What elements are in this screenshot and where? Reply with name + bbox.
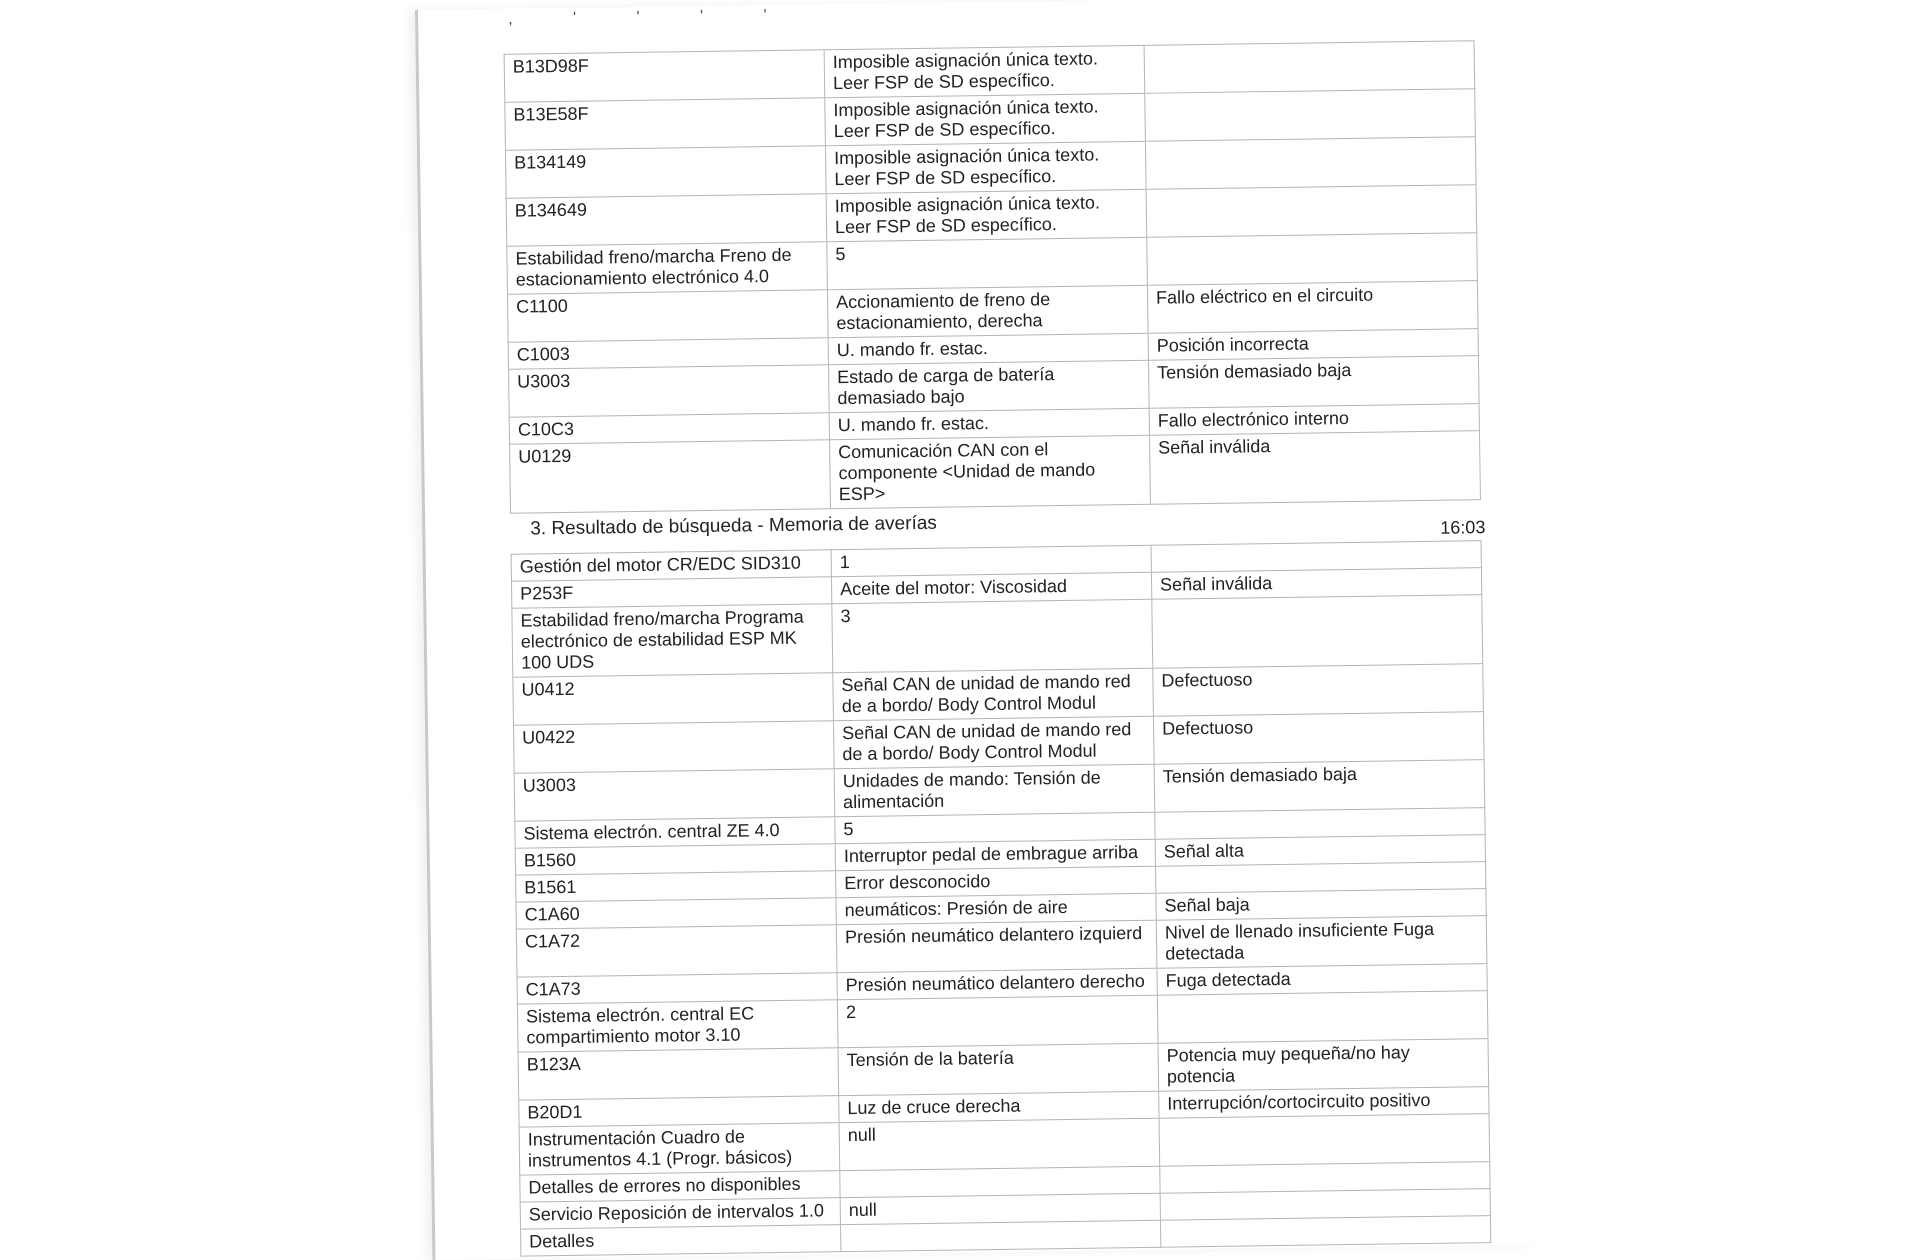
cell-text: B123A	[526, 1053, 581, 1075]
cell-text: Potencia muy pequeña/no hay potencia	[1166, 1042, 1410, 1087]
description-cell	[825, 141, 1146, 193]
table-row	[510, 431, 1481, 514]
cell-text: C1003	[516, 343, 571, 365]
code-cell	[521, 1225, 841, 1256]
status-cell	[1146, 185, 1477, 238]
code-cell	[506, 194, 827, 246]
time-label: 16:03	[1440, 517, 1486, 538]
cell-text: Accionamiento de freno de estacionamiento, derecha	[835, 289, 1051, 334]
cell-text: Tensión demasiado baja	[1156, 359, 1352, 383]
status-cell	[1147, 281, 1478, 334]
cell-text: Imposible asignación única texto. Leer FSP de SD específico.	[834, 192, 1101, 238]
cell-text: U3003	[522, 774, 577, 796]
cell-text: Gestión del motor CR/EDC SID310	[519, 552, 802, 577]
description-cell	[828, 360, 1149, 412]
cell-text: Fallo electrónico interno	[1157, 408, 1350, 431]
cell-text: 5	[835, 244, 846, 265]
cell-text: 3	[840, 605, 851, 627]
scanned-page	[415, 0, 1535, 1260]
status-cell	[1153, 712, 1484, 765]
status-cell	[1152, 595, 1483, 669]
cell-text: U. mando fr. estac.	[836, 338, 988, 361]
cell-text: Nivel de llenado insuficiente Fuga detectada	[1164, 918, 1435, 964]
cell-text: neumáticos: Presión de aire	[844, 896, 1068, 921]
cell-text: Señal CAN de unidad de mando red de a bordo/ Body Control Modul	[841, 719, 1132, 765]
code-cell	[504, 50, 825, 102]
status-cell	[1145, 89, 1476, 142]
cell-text: Interruptor pedal de embrague arriba	[843, 841, 1139, 867]
cell-text: Fallo eléctrico en el circuito	[1155, 284, 1374, 308]
cell-text: null	[847, 1124, 876, 1146]
cell-text: 2	[845, 1001, 857, 1023]
fault-table-2	[511, 540, 1492, 1256]
description-cell	[833, 716, 1154, 768]
cell-text: Señal inválida	[1158, 436, 1271, 458]
cell-text: U3003	[517, 370, 571, 392]
cell-text: Señal alta	[1163, 840, 1245, 862]
cell-text: Sistema electrón. central EC compartimiento motor 3.10	[525, 1003, 755, 1048]
cell-text: C1A73	[525, 978, 581, 1000]
code-cell	[518, 1048, 839, 1100]
status-cell	[1147, 233, 1478, 286]
cell-text: Defectuoso	[1161, 717, 1254, 739]
cell-text: C10C3	[517, 418, 575, 440]
cell-text: Fuga detectada	[1165, 968, 1291, 991]
scan-specks: , ' ' ' '	[508, 6, 795, 28]
cell-text: Presión neumático delantero derecho	[845, 970, 1145, 996]
cell-text: Imposible asignación única texto. Leer FSP de SD específico.	[832, 48, 1099, 94]
status-cell	[1148, 356, 1479, 409]
cell-text: Luz de cruce derecha	[847, 1095, 1021, 1119]
status-cell	[1145, 137, 1476, 190]
cell-text: U0129	[518, 445, 572, 467]
cell-text: Posición incorrecta	[1156, 333, 1309, 356]
cell-text: U0412	[521, 678, 575, 700]
cell-text: Tensión demasiado baja	[1162, 763, 1358, 787]
cell-text: Sistema electrón. central ZE 4.0	[523, 819, 780, 844]
cell-text: B134649	[514, 199, 588, 221]
cell-text: B13E58F	[513, 103, 589, 125]
cell-text: Detalles de errores no disponibles	[528, 1173, 801, 1198]
description-cell	[832, 599, 1153, 672]
code-cell	[509, 365, 830, 417]
cell-text: B20D1	[527, 1101, 583, 1123]
code-cell	[519, 1123, 840, 1175]
cell-text: B1561	[524, 876, 577, 898]
description-cell	[834, 764, 1155, 816]
code-cell	[507, 290, 828, 342]
description-cell	[827, 237, 1148, 289]
cell-text: P253F	[520, 582, 574, 604]
description-cell	[826, 189, 1147, 241]
cell-text: Presión neumático delantero izquierd	[844, 922, 1143, 948]
status-cell	[1144, 41, 1475, 94]
cell-text: Señal inválida	[1159, 573, 1273, 595]
cell-text: Tensión de la batería	[846, 1047, 1014, 1071]
cell-text: Estabilidad freno/marcha Freno de estacionamiento electrónico 4.0	[515, 244, 792, 290]
cell-text: 1	[839, 551, 850, 573]
description-cell	[827, 285, 1148, 337]
cell-text: Instrumentación Cuadro de instrumentos 4.1 (Progr. básicos)	[527, 1126, 793, 1171]
status-cell	[1159, 1114, 1490, 1167]
cell-text: Comunicación CAN con el componente <Unidad de mando ESP>	[838, 439, 1096, 505]
cell-text: Estado de carga de batería demasiado bajo	[837, 364, 1055, 409]
cell-text: Señal CAN de unidad de mando red de a bordo/ Body Control Modul	[841, 671, 1131, 717]
cell-text: Imposible asignación única texto. Leer FSP de SD específico.	[833, 96, 1099, 142]
cell-text: B13D98F	[512, 55, 589, 77]
cell-text: Estabilidad freno/marcha Programa electrónico de estabilidad ESP MK 100 UDS	[520, 606, 804, 673]
description-cell	[839, 1118, 1160, 1170]
cell-text: Error desconocido	[844, 871, 991, 894]
description-cell	[838, 1043, 1159, 1095]
cell-text: U0422	[522, 726, 576, 748]
description-cell	[824, 45, 1145, 97]
status-cell	[1150, 431, 1481, 505]
cell-text: B1560	[523, 849, 577, 871]
cell-text: B134149	[514, 151, 587, 173]
cell-text: Unidades de mando: Tensión de alimentación	[842, 767, 1101, 813]
description-cell	[841, 1220, 1161, 1251]
code-cell	[514, 769, 835, 821]
cell-text: Defectuoso	[1161, 669, 1253, 691]
code-cell	[505, 98, 826, 150]
cell-text: 5	[843, 818, 854, 840]
cell-text: C1A72	[524, 930, 581, 952]
description-cell	[837, 995, 1158, 1047]
status-cell	[1156, 916, 1487, 969]
cell-text: U. mando fr. estac.	[837, 413, 990, 436]
status-cell	[1154, 760, 1485, 813]
status-cell	[1157, 991, 1488, 1044]
code-cell	[513, 721, 834, 773]
cell-text: Interrupción/cortocircuito positivo	[1167, 1089, 1431, 1114]
code-cell	[507, 242, 828, 294]
code-cell	[517, 1000, 838, 1052]
code-cell	[513, 673, 834, 725]
status-cell	[1153, 664, 1484, 717]
description-cell	[836, 920, 1157, 972]
code-cell	[505, 146, 826, 198]
cell-text: C1100	[516, 295, 569, 317]
description-cell	[825, 93, 1146, 145]
cell-text: Aceite del motor: Viscosidad	[839, 575, 1068, 600]
cell-text: Servicio Reposición de intervalos 1.0	[528, 1200, 825, 1225]
code-cell	[510, 440, 831, 513]
description-cell	[830, 435, 1151, 508]
code-cell	[512, 604, 833, 677]
code-cell	[516, 925, 837, 977]
cell-text: Detalles	[529, 1230, 595, 1252]
cell-text: C1A60	[524, 903, 580, 925]
status-cell	[1160, 1216, 1490, 1248]
section-heading: 3. Resultado de búsqueda - Memoria de averías	[530, 512, 938, 540]
cell-text: Señal baja	[1164, 894, 1250, 916]
fault-table-1	[504, 40, 1481, 514]
cell-text: null	[848, 1199, 877, 1221]
status-cell	[1158, 1039, 1489, 1092]
description-cell	[833, 668, 1154, 720]
cell-text: Imposible asignación única texto. Leer FSP de SD específico.	[833, 144, 1100, 190]
